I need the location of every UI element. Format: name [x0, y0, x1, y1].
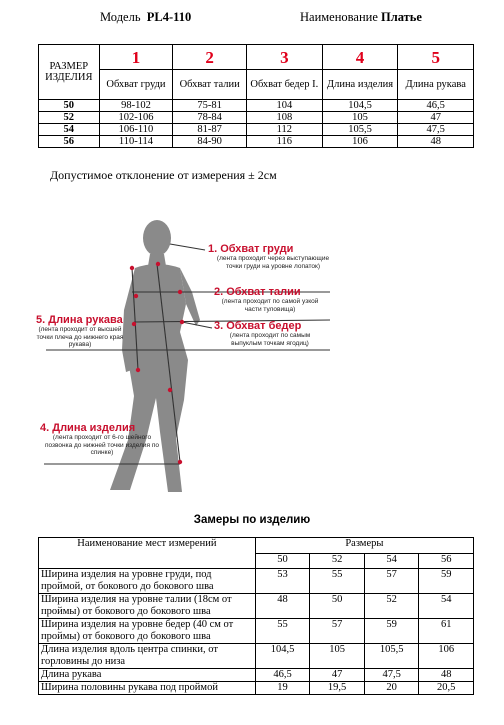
measurement-value: 46,5: [255, 669, 310, 682]
measurement-value: 105: [310, 644, 365, 669]
measurement-name: Длина изделия вдоль центра спинки, от горловины до низа: [39, 644, 256, 669]
measurement-value: 50: [310, 594, 365, 619]
measurement-value: 104,5: [255, 644, 310, 669]
measurement-value: 48: [255, 594, 310, 619]
measurement-value: 19: [255, 682, 310, 695]
size-cell: 56: [39, 136, 100, 148]
value-cell: 84-90: [173, 136, 247, 148]
col-number: 1: [99, 45, 173, 70]
table-row: [39, 682, 474, 695]
label-length: [40, 422, 164, 457]
col-header: Длина изделия: [322, 70, 398, 100]
value-cell: 106-110: [99, 124, 173, 136]
table-row: [39, 619, 474, 644]
value-cell: 47: [398, 112, 474, 124]
measurement-value: 47,5: [364, 669, 419, 682]
value-cell: 46,5: [398, 100, 474, 112]
table-row: [39, 112, 474, 124]
value-cell: 108: [247, 112, 323, 124]
label-chest: [208, 243, 338, 270]
size-col: 56: [419, 553, 474, 569]
size-cell: 54: [39, 124, 100, 136]
label-length-desc: (лента проходит от 6-го шейного позвонка до нижней точки изделия по спинке): [44, 434, 160, 456]
value-cell: 104,5: [322, 100, 398, 112]
table-row: [39, 644, 474, 669]
col-number: 2: [173, 45, 247, 70]
place-header: Наименование мест измерений: [39, 538, 256, 569]
measurement-value: 54: [419, 594, 474, 619]
model-value: PL4-110: [146, 10, 192, 24]
label-chest-desc: (лента проходит через выступающие точки груди на уровне лопаток): [216, 255, 330, 270]
table-row: [39, 594, 474, 619]
measurement-value: 61: [419, 619, 474, 644]
measurement-value: 106: [419, 644, 474, 669]
label-hips-desc: (лента проходит по самым выпуклым точкам ягодиц): [229, 332, 311, 347]
measurement-name: Ширина половины рукава под проймой: [39, 682, 256, 695]
value-cell: 116: [247, 136, 323, 148]
measurement-name: Длина рукава: [39, 669, 256, 682]
table-row: [39, 100, 474, 112]
col-header: Длина рукава: [398, 70, 474, 100]
value-cell: 75-81: [173, 100, 247, 112]
table-row: [39, 136, 474, 148]
table-row: [39, 569, 474, 594]
measurement-value: 59: [419, 569, 474, 594]
table-row: [39, 124, 474, 136]
measurement-value: 57: [310, 619, 365, 644]
value-cell: 48: [398, 136, 474, 148]
value-cell: 105,5: [322, 124, 398, 136]
value-cell: 78-84: [173, 112, 247, 124]
measurement-value: 53: [255, 569, 310, 594]
label-waist-title: 2. Обхват талии: [214, 286, 301, 298]
name-line: [300, 10, 422, 25]
measurement-value: 20,5: [419, 682, 474, 695]
value-cell: 98-102: [99, 100, 173, 112]
size-col: 54: [364, 553, 419, 569]
measurement-value: 20: [364, 682, 419, 695]
value-cell: 106: [322, 136, 398, 148]
measurement-value: 19,5: [310, 682, 365, 695]
measurements-title: Замеры по изделию: [193, 514, 311, 526]
label-hips-title: 3. Обхват бедер: [214, 320, 302, 332]
label-sleeve-title: 5. Длина рукава: [36, 314, 123, 326]
col-number: 5: [398, 45, 474, 70]
value-cell: 110-114: [99, 136, 173, 148]
value-cell: 105: [322, 112, 398, 124]
value-cell: 47,5: [398, 124, 474, 136]
label-hips: [214, 320, 326, 347]
label-sleeve: [36, 314, 124, 349]
name-value: Платье: [381, 10, 422, 24]
measurement-value: 52: [364, 594, 419, 619]
size-cell: 50: [39, 100, 100, 112]
measurement-name: Ширина изделия на уровне талии (18см от проймы) от бокового до бокового шва: [39, 594, 256, 619]
size-header: РАЗМЕР ИЗДЕЛИЯ: [39, 45, 100, 100]
measurement-value: 57: [364, 569, 419, 594]
size-col: 52: [310, 553, 365, 569]
model-label: Модель: [100, 10, 141, 24]
label-waist-desc: (лента проходит по самой узкой части туловища): [221, 298, 319, 313]
col-header: Обхват бедер I.: [247, 70, 323, 100]
col-number: 3: [247, 45, 323, 70]
col-header: Обхват талии: [173, 70, 247, 100]
label-waist: [214, 286, 326, 313]
measurement-figure: [0, 200, 504, 500]
size-table: [38, 44, 474, 148]
measurement-value: 55: [310, 569, 365, 594]
label-sleeve-desc: (лента проходит от высшей точки плеча до нижнего края рукава): [36, 326, 124, 348]
measurement-value: 48: [419, 669, 474, 682]
measurement-name: Ширина изделия на уровне бедер (40 см от проймы) от бокового до бокового шва: [39, 619, 256, 644]
name-label: Наименование: [300, 10, 378, 24]
value-cell: 81-87: [173, 124, 247, 136]
measurement-value: 105,5: [364, 644, 419, 669]
size-col: 50: [255, 553, 310, 569]
value-cell: 104: [247, 100, 323, 112]
value-cell: 112: [247, 124, 323, 136]
measurement-value: 59: [364, 619, 419, 644]
tolerance-note: Допустимое отклонение от измерения ± 2см: [50, 168, 277, 182]
measurements-table: [38, 537, 474, 695]
value-cell: 102-106: [99, 112, 173, 124]
measurement-name: Ширина изделия на уровне груди, под проймой, от бокового до бокового шва: [39, 569, 256, 594]
label-length-title: 4. Длина изделия: [40, 422, 136, 434]
measurement-value: 47: [310, 669, 365, 682]
table-row: [39, 669, 474, 682]
col-number: 4: [322, 45, 398, 70]
measurement-value: 55: [255, 619, 310, 644]
size-cell: 52: [39, 112, 100, 124]
model-line: [100, 10, 191, 25]
col-header: Обхват груди: [99, 70, 173, 100]
label-chest-title: 1. Обхват груди: [208, 243, 294, 255]
sizes-header: Размеры: [255, 538, 473, 554]
